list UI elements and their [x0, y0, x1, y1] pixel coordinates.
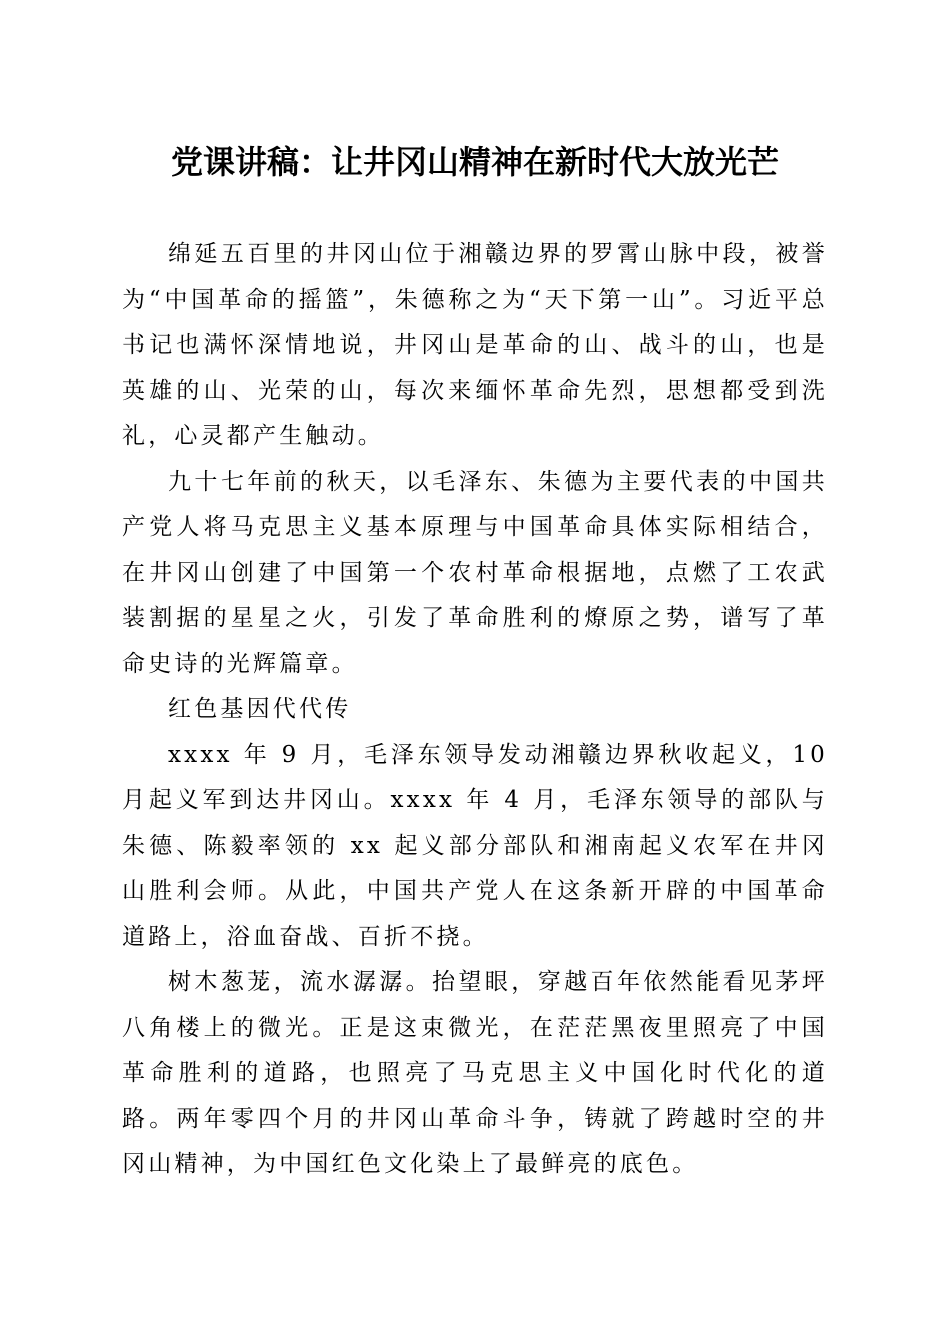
paragraph-uprising: xxxx 年 9 月，毛泽东领导发动湘赣边界秋收起义，10 月起义军到达井冈山。xxxx 年 4 月，毛泽东领导的部队与朱德、陈毅率领的 xx 起义部分部队和湘南起义农军在井冈山胜利会师。从此，中国共产党人在这条新开辟的中国革命道路上，浴血奋战、百折不挠。 — [122, 741, 828, 950]
document-body — [122, 232, 828, 1188]
paragraph-intro: 绵延五百里的井冈山位于湘赣边界的罗霄山脉中段，被誉为“中国革命的摇篮”，朱德称之为“天下第一山”。习近平总书记也满怀深情地说，井冈山是革命的山、战斗的山，也是英雄的山、光荣的山，每次来缅怀革命先烈，思想都受到洗礼，心灵都产生触动。 — [122, 241, 828, 449]
document-title: 党课讲稿：让井冈山精神在新时代大放光芒 — [170, 143, 779, 181]
paragraph-history: 九十七年前的秋天，以毛泽东、朱德为主要代表的中国共产党人将马克思主义基本原理与中国革命具体实际相结合，在井冈山创建了中国第一个农村革命根据地，点燃了工农武装割据的星星之火，引发了革命胜利的燎原之势，谱写了革命史诗的光辉篇章。 — [122, 468, 828, 677]
paragraph-spirit: 树木葱茏，流水潺潺。抬望眼，穿越百年依然能看见茅坪八角楼上的微光。正是这束微光，在茫茫黑夜里照亮了中国革命胜利的道路，也照亮了马克思主义中国化时代化的道路。两年零四个月的井冈山革命斗争，铸就了跨越时空的井冈山精神，为中国红色文化染上了最鲜亮的底色。 — [122, 969, 828, 1177]
section-heading: 红色基因代代传 — [168, 696, 352, 722]
